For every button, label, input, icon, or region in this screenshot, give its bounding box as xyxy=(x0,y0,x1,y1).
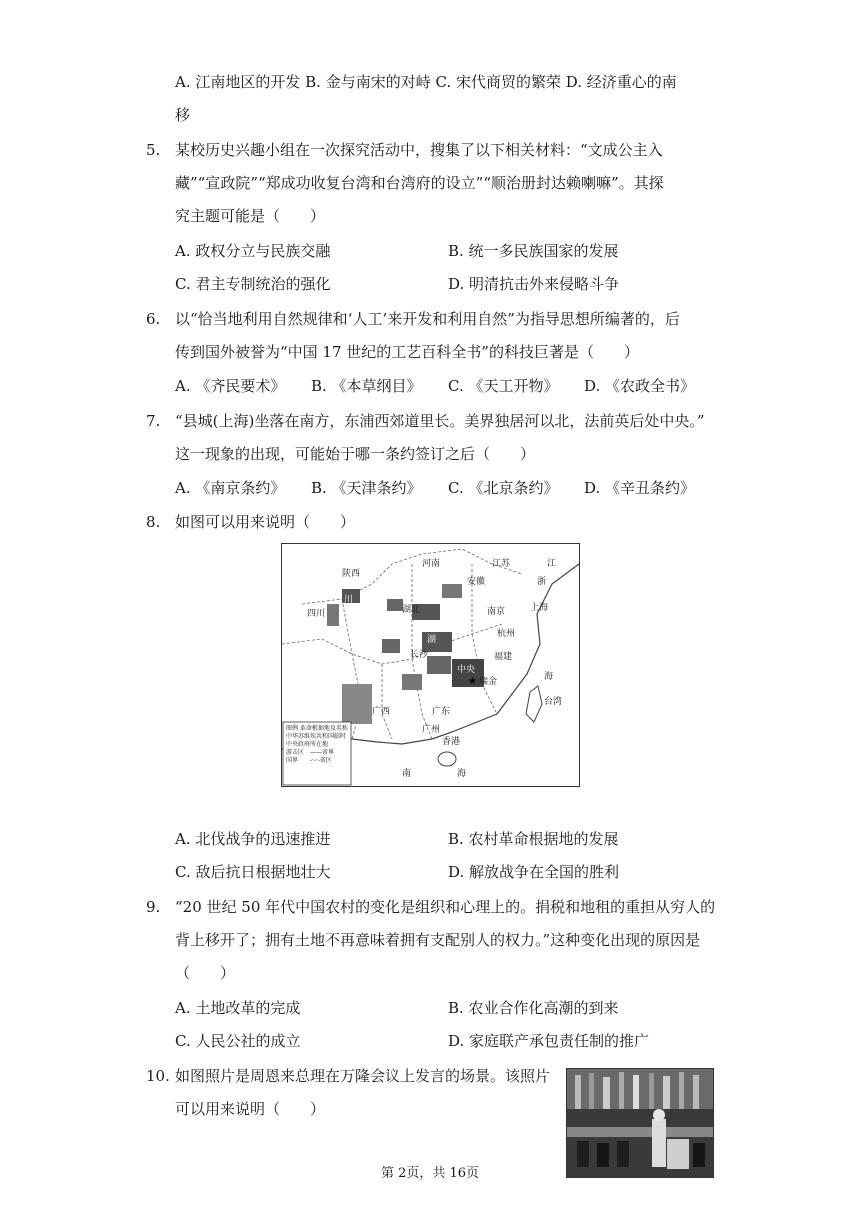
map-label-jiang: 江 xyxy=(547,559,557,569)
q9-stem-line3: （ ） xyxy=(175,964,236,982)
q9-option-a: A. 土地改革的完成 xyxy=(175,999,301,1017)
map-label-guangzhou: 广州 xyxy=(422,725,441,735)
legend-line3: 中央政府所在地 xyxy=(286,741,329,748)
map-label-shanghai: 上海 xyxy=(530,603,549,613)
map-label-sichuan: 四川 xyxy=(307,609,326,619)
map-label-nanjing: 南京 xyxy=(487,607,506,617)
q5-stem-line1: 某校历史兴趣小组在一次探究活动中，搜集了以下相关材料：“文成公主入 xyxy=(175,141,663,159)
q6-stem-line2: 传到国外被誉为“中国 17 世纪的工艺百科全书”的科技巨著是（ ） xyxy=(175,343,639,361)
map-label-fujian: 福建 xyxy=(494,652,513,662)
q5-stem-line3: 究主题可能是（ ） xyxy=(175,207,326,225)
q8-stem-line1: 如图可以用来说明（ ） xyxy=(175,513,356,531)
q9-number: 9. xyxy=(146,898,161,916)
legend-line5: 国界 -·-·-省区 xyxy=(286,757,332,764)
map-label-hu: 湖 xyxy=(427,635,437,645)
q5-number: 5. xyxy=(146,141,161,159)
q8-option-c: C. 敌后抗日根据地壮大 xyxy=(175,863,331,881)
map-label-zhe: 浙 xyxy=(537,577,547,587)
map-label-chuan: 川 xyxy=(344,595,354,605)
q8-option-d: D. 解放战争在全国的胜利 xyxy=(448,863,620,881)
q9-stem-line1: “20 世纪 50 年代中国农村的变化是组织和心理上的。捐税和地租的重担从穷人的 xyxy=(175,898,716,916)
q9-option-d: D. 家庭联产承包责任制的推广 xyxy=(448,1032,650,1050)
legend-title: 图例 革命根据地及名称 xyxy=(286,725,348,732)
map-label-henan: 河南 xyxy=(422,559,441,569)
map-label-hai: 海 xyxy=(544,672,554,682)
q9-stem-line2: 背上移开了；拥有土地不再意味着拥有支配别人的权力。”这种变化出现的原因是 xyxy=(175,931,701,949)
q4-options-line1: A. 江南地区的开发 B. 金与南宋的对峙 C. 宋代商贸的繁荣 D. 经济重心的南 xyxy=(175,73,677,91)
q7-option-b: B. 《天津条约》 xyxy=(311,479,422,497)
q7-stem-line2: 这一现象的出现，可能始于哪一条约签订之后（ ） xyxy=(175,445,536,463)
map-legend xyxy=(286,725,348,765)
q10-stem-line1: 如图照片是周恩来总理在万隆会议上发言的场景。该照片 xyxy=(175,1067,551,1085)
map-label-taiwan: 台湾 xyxy=(544,697,563,707)
q7-option-d: D. 《辛丑条约》 xyxy=(584,479,696,497)
map-label-nan: 南 xyxy=(402,769,412,779)
q5-stem-line2: 藏”“宣政院”“郑成功收复台湾和台湾府的设立”“顺治册封达赖喇嘛”。其探 xyxy=(175,174,664,192)
legend-line4: 游击区 ——省界 xyxy=(286,749,335,756)
map-label-hubei: 湖北 xyxy=(402,605,421,615)
map-label-changsha: 长沙 xyxy=(410,650,429,660)
q5-option-a: A. 政权分立与民族交融 xyxy=(175,242,331,260)
q5-option-b: B. 统一多民族国家的发展 xyxy=(448,242,619,260)
q6-stem-line1: 以“恰当地利用自然规律和‘人工’来开发和利用自然”为指导思想所编著的，后 xyxy=(175,310,680,328)
q6-option-d: D. 《农政全书》 xyxy=(584,377,696,395)
q6-option-c: C. 《天工开物》 xyxy=(448,377,559,395)
page-footer: 第 2页，共 16页 xyxy=(380,1166,480,1181)
map-label-jiangsu: 江苏 xyxy=(492,559,511,569)
q9-option-b: B. 农业合作化高潮的到来 xyxy=(448,999,619,1017)
q9-option-c: C. 人民公社的成立 xyxy=(175,1032,301,1050)
revolutionary-base-map xyxy=(281,543,580,787)
q7-number: 7. xyxy=(146,412,161,430)
legend-line2: 中华苏维埃共和国临时 xyxy=(286,733,347,740)
q10-number: 10. xyxy=(146,1067,170,1085)
q6-option-a: A. 《齐民要术》 xyxy=(175,377,286,395)
q5-option-c: C. 君主专制统治的强化 xyxy=(175,275,331,293)
map-label-anhui: 安徽 xyxy=(467,577,486,587)
q5-option-d: D. 明清抗击外来侵略斗争 xyxy=(448,275,620,293)
map-label-zhongyang: 中央 xyxy=(457,665,476,675)
map-label-xianggang: 香港 xyxy=(442,737,461,747)
q10-stem-line2: 可以用来说明（ ） xyxy=(175,1100,326,1118)
q8-number: 8. xyxy=(146,513,161,531)
q6-number: 6. xyxy=(146,310,161,328)
map-label-ruijin: 瑞金 xyxy=(479,677,498,687)
photo-drawing xyxy=(567,1069,713,1177)
q8-option-b: B. 农村革命根据地的发展 xyxy=(448,830,619,848)
q6-option-b: B. 《本草纲目》 xyxy=(311,377,422,395)
map-label-hangzhou: 杭州 xyxy=(497,629,516,639)
svg-text:★: ★ xyxy=(468,676,477,687)
map-label-guangdong: 广东 xyxy=(432,707,451,717)
q7-option-c: C. 《北京条约》 xyxy=(448,479,559,497)
map-label-hai-south: 海 xyxy=(457,769,467,779)
q7-stem-line1: “县城(上海)坐落在南方，东浦西郊道里长。美界独居河以北，法前英后处中央。” xyxy=(175,412,705,430)
q7-option-a: A. 《南京条约》 xyxy=(175,479,286,497)
map-label-guangxi: 广西 xyxy=(372,707,391,717)
q4-options-line2: 移 xyxy=(175,106,191,124)
map-label-shaanxi: 陕西 xyxy=(342,569,361,579)
q8-option-a: A. 北伐战争的迅速推进 xyxy=(175,830,331,848)
